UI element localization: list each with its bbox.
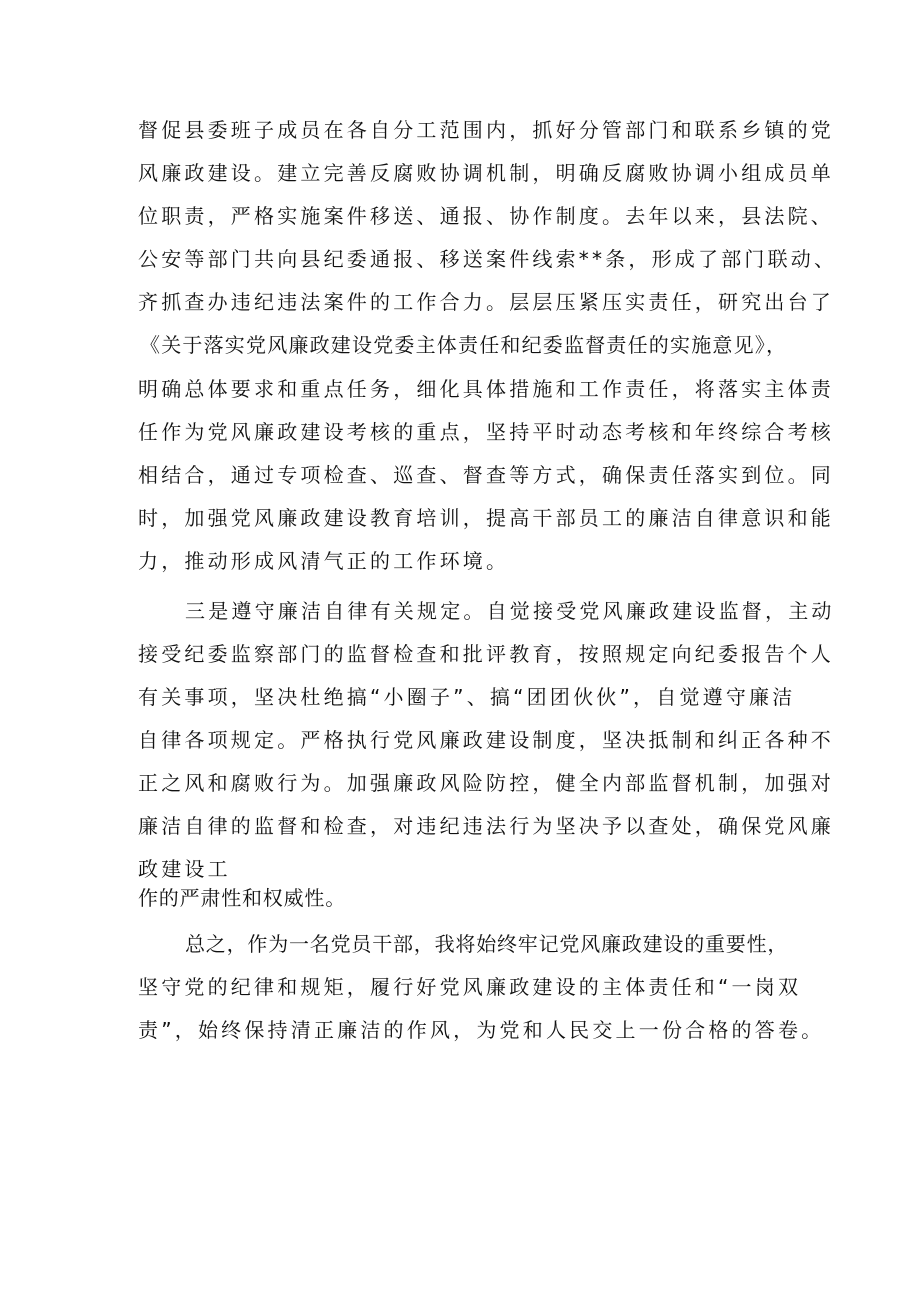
paragraph-1-line-9: 相结合，通过专项检查、巡查、督查等方式，确保责任落实到位。同 xyxy=(138,463,834,487)
paragraph-1-line-5: 齐抓查办违纪违法案件的工作合力。层层压紧压实责任，研究出台了 xyxy=(138,290,834,314)
paragraph-1-line-2: 风廉政建设。建立完善反腐败协调机制，明确反腐败协调小组成员单 xyxy=(138,161,834,185)
paragraph-1-line-7: 明确总体要求和重点任务，细化具体措施和工作责任，将落实主体责 xyxy=(138,377,834,401)
paragraph-1-line-4: 公安等部门共向县纪委通报、移送案件线索**条，形成了部门联动、 xyxy=(138,247,838,271)
paragraph-2-line-1: 三是遵守廉洁自律有关规定。自觉接受党风廉政建设监督，主动 xyxy=(185,599,835,623)
paragraph-3-line-1: 总之，作为一名党员干部，我将始终牢记党风廉政建设的重要性， xyxy=(185,932,789,956)
paragraph-2-line-2: 接受纪委监察部门的监督检查和批评教育，按照规定向纪委报告个人 xyxy=(138,642,834,666)
paragraph-3-line-3: 责”，始终保持清正廉洁的作风，为党和人民交上一份合格的答卷。 xyxy=(138,1018,825,1042)
paragraph-2-line-4: 自律各项规定。严格执行党风廉政建设制度，坚决抵制和纠正各种不 xyxy=(138,728,834,752)
paragraph-2-line-3: 有关事项，坚决杜绝搞“小圈子”、搞“团团伙伙”，自觉遵守廉洁 xyxy=(138,685,796,709)
paragraph-2-line-5: 正之风和腐败行为。加强廉政风险防控，健全内部监督机制，加强对 xyxy=(138,771,834,795)
paragraph-1-line-10: 时，加强党风廉政建设教育培训，提高干部员工的廉洁自律意识和能 xyxy=(138,506,834,530)
paragraph-2-line-7: 政建设工 xyxy=(138,857,231,881)
paragraph-2-line-8: 作的严肃性和权威性。 xyxy=(138,886,346,910)
paragraph-1-line-6: 《关于落实党风廉政建设党委主体责任和纪委监督责任的实施意见》， xyxy=(140,333,788,357)
paragraph-1-line-1: 督促县委班子成员在各自分工范围内，抓好分管部门和联系乡镇的党 xyxy=(138,118,834,142)
paragraph-1-line-11: 力，推动形成风清气正的工作环境。 xyxy=(138,549,510,573)
paragraph-3-line-2: 坚守党的纪律和规矩，履行好党风廉政建设的主体责任和“一岗双 xyxy=(138,975,802,999)
paragraph-1-line-3: 位职责，严格实施案件移送、通报、协作制度。去年以来，县法院、 xyxy=(138,204,834,228)
paragraph-1-line-8: 任作为党风廉政建设考核的重点，坚持平时动态考核和年终综合考核 xyxy=(138,420,834,444)
paragraph-2-line-6: 廉洁自律的监督和检查，对违纪违法行为坚决予以查处，确保党风廉 xyxy=(138,814,834,838)
